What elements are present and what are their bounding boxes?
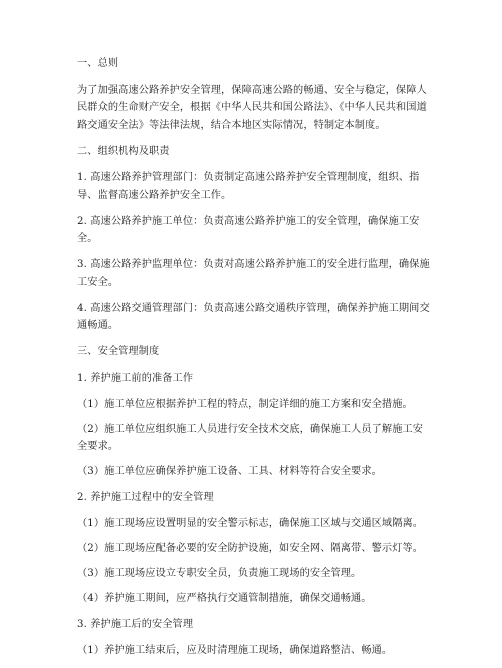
during-work-item-3: （3）施工现场应设立专职安全员，负责施工现场的安全管理。 [77, 568, 362, 579]
org-item-4: 4. 高速公路交通管理部门：负责高速公路交通秩序管理，确保养护施工期间交通畅通。 [77, 302, 430, 331]
during-work-item-1: （1）施工现场应设置明显的安全警示标志，确保施工区域与交通区域隔离。 [77, 518, 424, 529]
preparation-item-1: （1）施工单位应根据养护工程的特点，制定详细的施工方案和安全措施。 [77, 398, 413, 410]
section-heading-general: 一、总则 [77, 58, 119, 69]
subsection-heading-during-work: 2. 养护施工过程中的安全管理 [77, 492, 214, 503]
during-work-item-2: （2）施工现场应配备必要的安全防护设施，如安全网、隔离带、警示灯等。 [77, 543, 424, 554]
general-paragraph: 为了加强高速公路养护安全管理，保障高速公路的畅通、安全与稳定，保障人民群众的生命财产安全，根据《中华人民共和国公路法》、《中华人民共和国道路交通安全法》等法律法规，结合本地区实际情况，特制定本制度。 [77, 84, 427, 131]
org-item-1: 1. 高速公路养护管理部门：负责制定高速公路养护安全管理制度，组织、指导、监督高速公路养护安全工作。 [77, 172, 420, 201]
preparation-item-3: （3）施工单位应确保养护施工设备、工具、材料等符合安全要求。 [77, 466, 382, 477]
org-item-2: 2. 高速公路养护施工单位：负责高速公路养护施工的安全管理，确保施工安全。 [77, 215, 420, 244]
during-work-item-4: （4）养护施工期间，应严格执行交通管制措施，确保交通畅通。 [77, 593, 372, 604]
subsection-heading-preparation: 1. 养护施工前的准备工作 [77, 372, 194, 384]
section-heading-safety-rules: 三、安全管理制度 [77, 346, 160, 357]
preparation-item-2: （2）施工单位应组织施工人员进行安全技术交底，确保施工人员了解施工安全要求。 [77, 423, 424, 452]
after-work-item-1: （1）养护施工结束后，应及时清理施工现场，确保道路整洁、畅通。 [77, 645, 393, 656]
section-heading-organization: 二、组织机构及职责 [77, 145, 170, 157]
org-item-3: 3. 高速公路养护监理单位：负责对高速公路养护施工的安全进行监理，确保施工安全。 [77, 259, 430, 288]
document-body [77, 55, 432, 668]
subsection-heading-after-work: 3. 养护施工后的安全管理 [77, 619, 194, 630]
